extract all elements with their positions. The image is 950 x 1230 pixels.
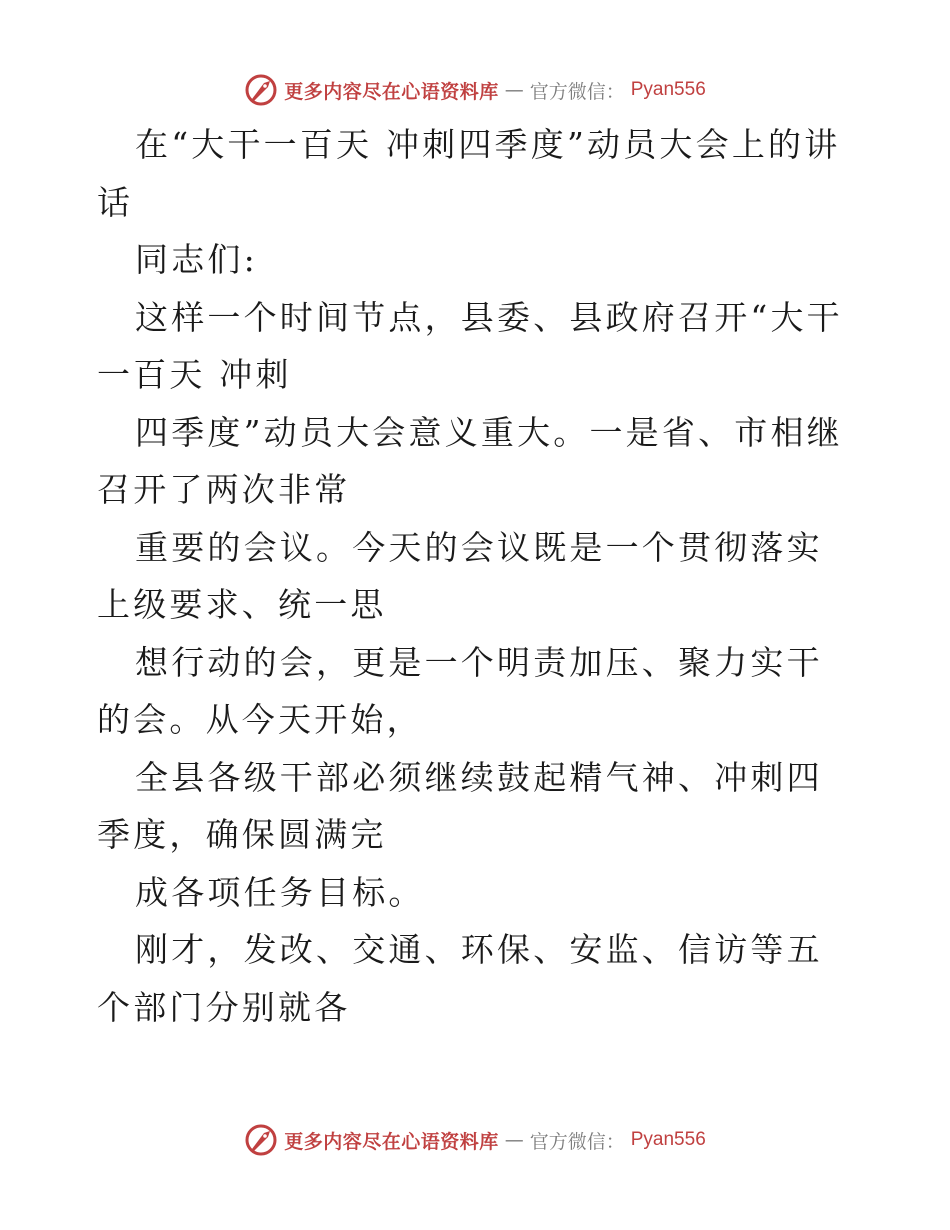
watermark-sub: 官方微信： — [529, 80, 625, 103]
watermark-dash: — — [504, 1129, 524, 1151]
body-paragraph: 刚才，发改、交通、环保、安监、信访等五个部门分别就各 — [97, 930, 823, 1027]
watermark-id: Pyan556 — [630, 79, 706, 100]
watermark-dash: — — [504, 79, 524, 101]
pen-nib-logo-icon — [244, 1123, 278, 1157]
body-paragraph: 这样一个时间节点，县委、县政府召开“大干一百天 冲刺 — [97, 297, 843, 394]
body-paragraph: 重要的会议。今天的会议既是一个贯彻落实上级要求、统一思 — [97, 527, 823, 624]
footer-watermark — [0, 1120, 950, 1160]
body-paragraph: 想行动的会，更是一个明责加压、聚力实干的会。从今天开始， — [97, 642, 823, 739]
salutation: 同志们: — [135, 240, 258, 279]
speech-title: 在“大干一百天 冲刺四季度”动员大会上的讲话 — [97, 125, 841, 222]
pen-nib-logo-icon — [244, 73, 278, 107]
watermark-text: 更多内容尽在心语资料库 — [284, 1130, 499, 1153]
document-body — [97, 116, 857, 1036]
header-watermark — [0, 70, 950, 110]
body-paragraph: 全县各级干部必须继续鼓起精气神、冲刺四季度，确保圆满完 — [97, 757, 823, 854]
body-paragraph: 四季度”动员大会意义重大。一是省、市相继召开了两次非常 — [97, 412, 843, 509]
watermark-text: 更多内容尽在心语资料库 — [284, 80, 499, 103]
watermark-id: Pyan556 — [630, 1129, 706, 1150]
watermark-sub: 官方微信： — [529, 1130, 625, 1153]
body-paragraph: 成各项任务目标。 — [135, 872, 425, 912]
